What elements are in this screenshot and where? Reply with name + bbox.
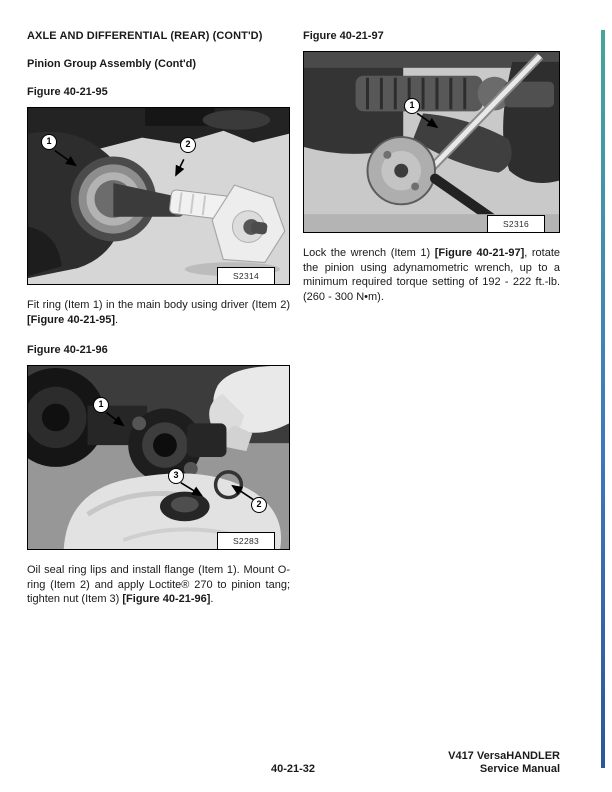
paragraph-97-text: Lock the wrench (Item 1) <box>303 247 435 259</box>
paragraph-96-end: . <box>210 593 214 605</box>
figure-95-caption: Figure 40-21-95 <box>27 86 108 98</box>
manual-identifier <box>448 750 560 776</box>
callout-2: 2 <box>180 137 196 153</box>
figure-97-reference: [Figure 40-21-97] <box>434 247 525 259</box>
figure-95-illustration <box>28 108 289 284</box>
figure-97-illustration <box>304 52 559 232</box>
figure-96-illustration <box>28 366 289 549</box>
manual-subtitle: Service Manual <box>479 763 560 775</box>
figure-96-caption: Figure 40-21-96 <box>27 344 108 356</box>
paragraph-96 <box>27 563 290 607</box>
photo-id-label: S2314 <box>217 267 275 284</box>
figure-96-reference: [Figure 40-21-96] <box>122 593 211 605</box>
callout-1: 1 <box>41 134 57 150</box>
paragraph-97-end: , rotate the pinion using adynamometric wrench, up to a minimum required torque setting of 192 - 222 ft.-lb. (260 - 300 N•m). <box>303 247 560 303</box>
page-number: 40-21-32 <box>270 763 316 775</box>
photo-id-label: S2316 <box>487 215 545 232</box>
paragraph-95 <box>27 298 290 327</box>
right-column <box>303 30 560 321</box>
callout-2: 2 <box>251 497 267 513</box>
subsection-title: Pinion Group Assembly (Cont'd) <box>27 58 197 70</box>
paragraph-95-end: . <box>115 313 119 326</box>
edge-accent-bar <box>601 30 605 768</box>
figure-95-reference: [Figure 40-21-95] <box>27 313 116 326</box>
figure-97-photo <box>303 51 560 233</box>
manual-title: V417 VersaHANDLER <box>448 750 560 762</box>
paragraph-96-text: Oil seal ring lips and install flange (Item 1). Mount O-ring (Item 2) and apply Loctite® 270 to pinion tang; tighten nut (Item 3) <box>27 564 290 605</box>
callout-1: 1 <box>404 98 420 114</box>
paragraph-97 <box>303 246 560 304</box>
figure-97-caption: Figure 40-21-97 <box>303 30 384 42</box>
paragraph-95-text: Fit ring (Item 1) in the main body using driver (Item 2) <box>27 299 290 311</box>
section-title: AXLE AND DIFFERENTIAL (REAR) (CONT'D) <box>27 30 263 42</box>
callout-1: 1 <box>93 397 109 413</box>
figure-96-photo <box>27 365 290 550</box>
callout-3: 3 <box>168 468 184 484</box>
photo-id-label: S2283 <box>217 532 275 549</box>
figure-95-photo <box>27 107 290 285</box>
left-column <box>27 30 290 624</box>
